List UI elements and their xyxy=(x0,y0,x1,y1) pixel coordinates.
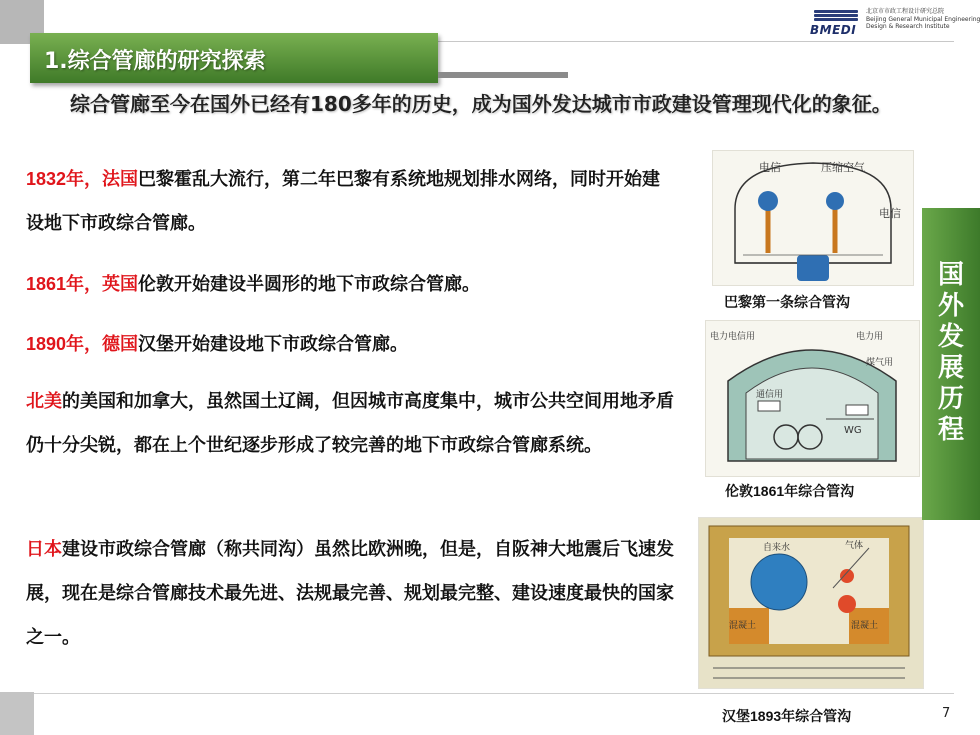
intro-text: 综合管廊至今在国外已经有180多年的历史，成为国外发达城市市政建设管理现代化的象征。 xyxy=(70,92,892,116)
paragraph-paris xyxy=(26,157,676,246)
paragraph-lead: 1861年，英国 xyxy=(26,274,139,294)
london-label-gas: 煤气用 xyxy=(866,358,894,368)
hamburg-label-water: 自来水 xyxy=(763,543,791,553)
institute-logo xyxy=(810,6,980,38)
slide-title-box xyxy=(30,33,438,83)
hamburg-tunnel-figure xyxy=(698,517,924,689)
logo-bars-icon xyxy=(814,10,858,22)
org-name-cn: 北京市市政工程设计研究总院 xyxy=(866,8,945,15)
paragraph-hamburg xyxy=(26,322,676,367)
paragraph-lead: 日本 xyxy=(26,539,62,559)
logo-mark xyxy=(810,10,860,36)
hamburg-label-concrete-right: 混凝土 xyxy=(851,621,879,631)
paragraph-body: 的美国和加拿大，虽然国土辽阔，但因城市高度集中，城市公共空间用地矛盾仍十分尖锐，都在上个世纪逐步形成了较完善的地下市政综合管廊系统。 xyxy=(26,391,674,456)
paragraph-body: 伦敦开始建设半圆形的地下市政综合管廊。 xyxy=(138,274,481,295)
paragraph-body: 建设市政综合管廊（称共同沟）虽然比欧洲晚，但是，自阪神大地震后飞速发展，现在是综合管廊技术最先进、法规最完善、规划最完整、建设速度最快的国家之一。 xyxy=(26,539,674,648)
paris-label-telecom-right: 电信 xyxy=(879,207,901,220)
london-label-wg: WG xyxy=(844,425,862,436)
caption-paris: 巴黎第一条综合管沟 xyxy=(724,294,850,310)
org-name-en-2: Design & Research Institute xyxy=(866,23,950,30)
hamburg-label-concrete-left: 混凝土 xyxy=(729,621,757,631)
paragraph-london xyxy=(26,262,676,307)
paris-label-telecom: 电信 xyxy=(759,161,781,174)
hamburg-tunnel-drawing xyxy=(699,518,923,688)
logo-org-text xyxy=(866,8,980,31)
title-underline xyxy=(438,72,568,78)
london-label-comm: 通信用 xyxy=(756,390,784,400)
paris-tunnel-drawing xyxy=(713,151,913,285)
london-tunnel-figure xyxy=(705,320,920,477)
paris-label-air: 压缩空气 xyxy=(821,161,865,174)
paragraph-lead: 北美 xyxy=(26,391,62,411)
org-name-en-1: Beijing General Municipal Engineering xyxy=(866,15,980,23)
page-number: 7 xyxy=(942,706,951,721)
logo-wordmark: BMEDI xyxy=(810,23,857,37)
caption-hamburg: 汉堡1893年综合管沟 xyxy=(722,708,852,724)
corner-block-bottom xyxy=(0,692,34,735)
london-tunnel-drawing xyxy=(706,321,919,476)
section-side-tab xyxy=(922,208,980,520)
paragraph-body: 巴黎霍乱大流行，第二年巴黎有系统地规划排水网络，同时开始建设地下市政综合管廊。 xyxy=(26,169,661,234)
slide-title: 1.综合管廊的研究探索 xyxy=(44,49,266,74)
footer-divider xyxy=(34,693,954,694)
side-tab-label: 国 外 发 展 历 程 xyxy=(937,260,964,445)
paragraph-body: 汉堡开始建设地下市政综合管廊。 xyxy=(138,334,409,355)
paragraph-lead: 1832年，法国 xyxy=(26,169,139,189)
paragraph-lead: 1890年，德国 xyxy=(26,334,139,354)
caption-london: 伦敦1861年综合管沟 xyxy=(725,483,855,499)
hamburg-label-gas: 气体 xyxy=(845,541,864,551)
london-label-power: 电力用 xyxy=(856,332,884,342)
paragraph-north-america xyxy=(26,379,676,468)
paragraph-japan xyxy=(26,527,676,660)
london-label-power-telecom: 电力电信用 xyxy=(710,332,756,342)
paris-tunnel-figure xyxy=(712,150,914,286)
